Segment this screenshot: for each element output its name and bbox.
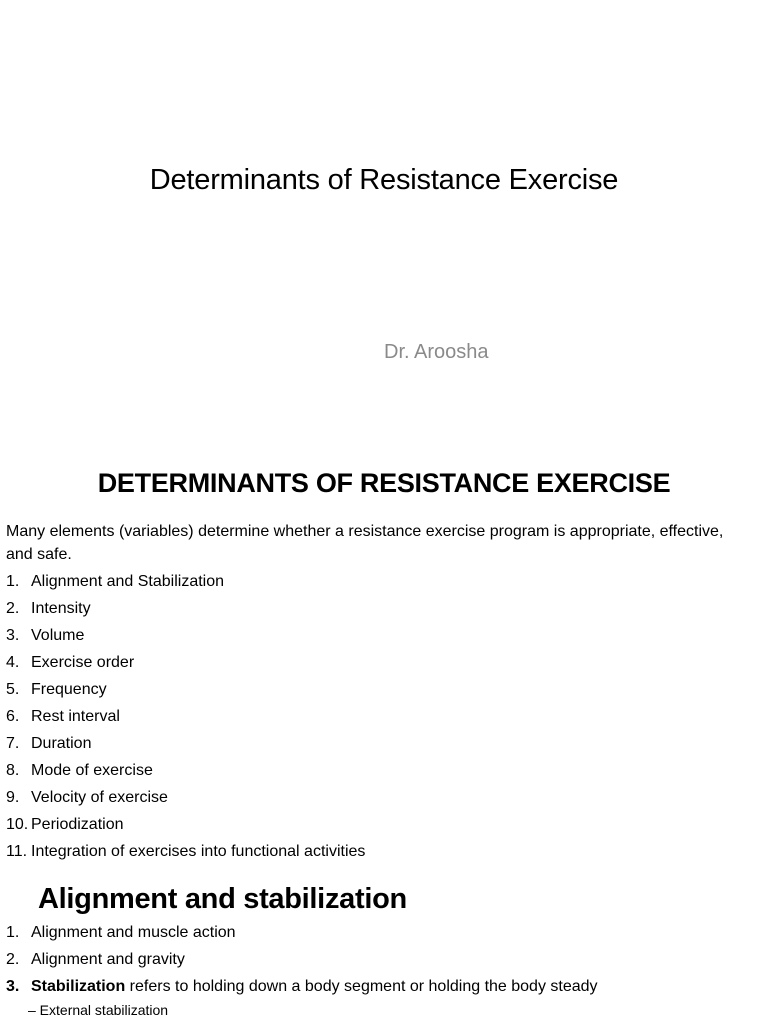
determinants-slide (0, 440, 768, 865)
list-text (31, 973, 598, 1000)
list-item (6, 811, 365, 838)
list-item (6, 757, 365, 784)
list-number: 1. (6, 573, 20, 590)
list-item (6, 595, 365, 622)
list-number: 4. (6, 654, 20, 671)
intro-paragraph: Many elements (variables) determine whether a resistance exercise program is appropriate, effective, and safe. (6, 523, 724, 563)
definition-text: refers to holding down a body segment or holding the body steady (125, 978, 598, 995)
list-item (6, 622, 365, 649)
list-number: 5. (6, 681, 20, 698)
list-number: 2. (6, 951, 20, 968)
list-text: Alignment and Stabilization (31, 573, 225, 590)
list-item (6, 946, 598, 973)
list-item (6, 649, 365, 676)
list-number: 6. (6, 708, 20, 725)
list-text: Exercise order (31, 654, 135, 671)
list-item (6, 703, 365, 730)
author-name: Dr. Aroosha (384, 341, 489, 363)
list-text: Rest interval (31, 708, 120, 725)
list-number: 2. (6, 600, 20, 617)
bold-term: Stabilization (31, 978, 126, 995)
slide-title: DETERMINANTS OF RESISTANCE EXERCISE (97, 468, 671, 498)
list-text: Velocity of exercise (31, 789, 168, 806)
list-number: 10. (6, 816, 29, 833)
determinants-list (6, 568, 365, 865)
list-text: Integration of exercises into functional activities (31, 843, 366, 860)
alignment-slide (0, 865, 768, 1024)
list-item (6, 676, 365, 703)
list-text: Alignment and gravity (31, 951, 185, 968)
list-item (6, 784, 365, 811)
list-item (6, 730, 365, 757)
list-text: Alignment and muscle action (31, 924, 236, 941)
list-number: 11. (6, 843, 28, 860)
list-item (6, 568, 365, 595)
list-item (6, 838, 365, 865)
list-number: 7. (6, 735, 20, 752)
list-number: 9. (6, 789, 20, 806)
alignment-list (6, 919, 598, 1000)
sub-item: – External stabilization (28, 1002, 169, 1018)
title-slide (0, 0, 768, 440)
presentation-title: Determinants of Resistance Exercise (149, 164, 619, 196)
list-number: 8. (6, 762, 20, 779)
slide-title: Alignment and stabilization (38, 883, 407, 915)
list-item (6, 919, 598, 946)
list-text: Duration (31, 735, 92, 752)
list-text: Volume (31, 627, 85, 644)
list-text: Intensity (31, 600, 91, 617)
list-text: Mode of exercise (31, 762, 153, 779)
list-number: 1. (6, 924, 20, 941)
list-item (6, 973, 598, 1000)
list-text: Frequency (31, 681, 107, 698)
list-number: 3. (6, 627, 20, 644)
list-number: 3. (6, 978, 20, 995)
list-text: Periodization (31, 816, 124, 833)
